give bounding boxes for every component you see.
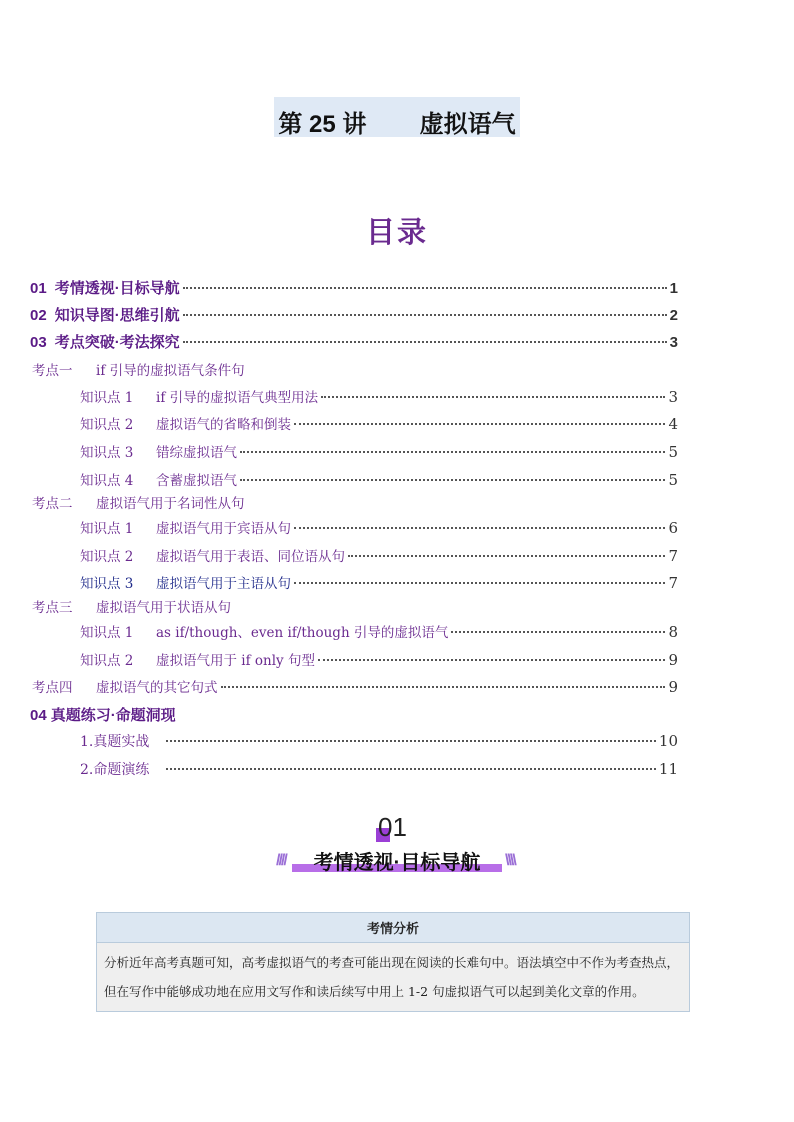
toc-entry-number: 03 bbox=[30, 334, 47, 351]
toc-entry-label: 考情透视·目标导航 bbox=[54, 280, 180, 297]
toc-entry-kaodian-4[interactable] bbox=[32, 676, 678, 696]
toc-leader-dots bbox=[318, 659, 665, 661]
toc-leader-dots bbox=[294, 423, 665, 425]
toc-entry-zsd-2-3[interactable] bbox=[80, 572, 678, 592]
toc-page-number: 3 bbox=[668, 388, 678, 406]
toc-entry-label: 知识导图·思维引航 bbox=[54, 307, 180, 324]
toc-page-number: 7 bbox=[668, 574, 678, 592]
analysis-table bbox=[96, 912, 690, 1012]
toc-entry-zsd-3-1[interactable] bbox=[80, 621, 678, 641]
toc-entry-tag: 知识点 2 bbox=[80, 549, 134, 565]
toc-page-number: 1 bbox=[669, 280, 678, 297]
toc-entry-zsd-3-2[interactable] bbox=[80, 649, 678, 669]
toc-entry-zsd-2-2[interactable] bbox=[80, 545, 678, 565]
toc-entry-zsd-1-4[interactable] bbox=[80, 469, 678, 489]
toc-page-number: 2 bbox=[669, 307, 678, 324]
analysis-text: 分析近年高考真题可知，高考虚拟语气的考查可能出现在阅读的长难句中。语法填空中不作为考查热点，但在写作中能够成功地在应用文写作和读后续写中用上 1-2 句虚拟语气可以起到美化文章的作用。 bbox=[97, 943, 689, 1011]
toc-entry-kaodian-1[interactable] bbox=[32, 359, 245, 379]
toc-entry-number: 01 bbox=[30, 280, 47, 297]
toc-entry-01[interactable] bbox=[30, 277, 678, 298]
toc-entry-label: if 引导的虚拟语气条件句 bbox=[96, 363, 245, 379]
toc-leader-dots bbox=[240, 451, 665, 453]
toc-entry-number: 02 bbox=[30, 307, 47, 324]
toc-page-number: 3 bbox=[669, 334, 678, 351]
toc-entry-label: 考点突破·考法探究 bbox=[54, 334, 180, 351]
toc-entry-tag: 考点二 bbox=[32, 496, 73, 512]
toc-entry-04[interactable] bbox=[30, 704, 176, 725]
toc-leader-dots bbox=[451, 631, 665, 633]
toc-leader-dots bbox=[183, 314, 667, 316]
toc-leader-dots bbox=[183, 341, 667, 343]
toc-entry-tag: 知识点 1 bbox=[80, 521, 134, 537]
toc-entry-label: 含蓄虚拟语气 bbox=[156, 473, 237, 489]
toc-entry-4-1[interactable] bbox=[80, 731, 678, 751]
section-slash-left: //// bbox=[276, 852, 286, 869]
analysis-header: 考情分析 bbox=[97, 913, 689, 943]
toc-entry-zsd-1-2[interactable] bbox=[80, 413, 678, 433]
toc-page-number: 6 bbox=[668, 519, 678, 537]
toc-page-number: 9 bbox=[668, 678, 678, 696]
toc-entry-zsd-1-3[interactable] bbox=[80, 441, 678, 461]
toc-entry-label: 真题练习·命题洞现 bbox=[50, 707, 176, 724]
toc-entry-4-2[interactable] bbox=[80, 759, 678, 779]
toc-entry-tag: 知识点 3 bbox=[80, 576, 134, 592]
toc-entry-label: 虚拟语气用于宾语从句 bbox=[156, 521, 291, 537]
toc-page-number: 5 bbox=[668, 471, 678, 489]
toc-entry-tag: 考点四 bbox=[32, 680, 73, 696]
toc-page-number: 8 bbox=[668, 623, 678, 641]
toc-entry-label: 2.命题演练 bbox=[80, 762, 150, 778]
toc-page-number: 11 bbox=[658, 760, 678, 778]
toc-entry-kaodian-2[interactable] bbox=[32, 492, 245, 512]
toc-entry-label: 虚拟语气用于表语、同位语从句 bbox=[156, 549, 345, 565]
toc-leader-dots bbox=[348, 555, 665, 557]
toc-entry-number: 04 bbox=[30, 707, 47, 724]
toc-entry-label: 虚拟语气用于状语从句 bbox=[96, 600, 231, 616]
toc-entry-label: 虚拟语气用于主语从句 bbox=[156, 576, 291, 592]
toc-entry-tag: 知识点 2 bbox=[80, 417, 134, 433]
toc-entry-label: as if/though、even if/though 引导的虚拟语气 bbox=[156, 625, 449, 641]
toc-entry-tag: 知识点 2 bbox=[80, 653, 134, 669]
document-title-banner bbox=[274, 97, 520, 137]
toc-entry-zsd-2-1[interactable] bbox=[80, 517, 678, 537]
toc-leader-dots bbox=[321, 396, 665, 398]
toc-entry-label: if 引导的虚拟语气典型用法 bbox=[156, 390, 319, 406]
section-slash-right: \\\\ bbox=[505, 852, 515, 869]
toc-page-number: 7 bbox=[668, 547, 678, 565]
toc-entry-tag: 考点三 bbox=[32, 600, 73, 616]
toc-entry-02[interactable] bbox=[30, 304, 678, 325]
section-title: 考情透视·目标导航 bbox=[313, 852, 481, 874]
toc-entry-tag: 考点一 bbox=[32, 363, 73, 379]
toc-entry-label: 虚拟语气的省略和倒装 bbox=[156, 417, 291, 433]
toc-entry-label: 错综虚拟语气 bbox=[156, 445, 237, 461]
toc-entry-tag: 知识点 4 bbox=[80, 473, 134, 489]
toc-entry-label: 1.真题实战 bbox=[80, 734, 150, 750]
toc-entry-tag: 知识点 1 bbox=[80, 390, 134, 406]
section-number: 01 bbox=[378, 812, 407, 842]
toc-leader-dots bbox=[294, 582, 665, 584]
toc-heading: 目录 bbox=[365, 217, 428, 249]
toc-entry-zsd-1-1[interactable] bbox=[80, 386, 678, 406]
document-title: 第 25 讲 虚拟语气 bbox=[278, 111, 516, 138]
toc-leader-dots bbox=[166, 740, 656, 742]
toc-entry-kaodian-3[interactable] bbox=[32, 596, 231, 616]
toc-leader-dots bbox=[294, 527, 665, 529]
toc-leader-dots bbox=[240, 479, 665, 481]
toc-entry-03[interactable] bbox=[30, 331, 678, 352]
toc-entry-tag: 知识点 1 bbox=[80, 625, 134, 641]
toc-page-number: 4 bbox=[668, 415, 678, 433]
toc-page-number: 5 bbox=[668, 443, 678, 461]
toc-page-number: 10 bbox=[658, 732, 678, 750]
toc-page-number: 9 bbox=[668, 651, 678, 669]
toc-entry-tag: 知识点 3 bbox=[80, 445, 134, 461]
toc-entry-label: 虚拟语气用于 if only 句型 bbox=[156, 653, 315, 669]
toc-leader-dots bbox=[183, 287, 667, 289]
toc-leader-dots bbox=[166, 768, 656, 770]
toc-leader-dots bbox=[221, 686, 666, 688]
toc-entry-label: 虚拟语气的其它句式 bbox=[96, 680, 218, 696]
toc-entry-label: 虚拟语气用于名词性从句 bbox=[96, 496, 245, 512]
